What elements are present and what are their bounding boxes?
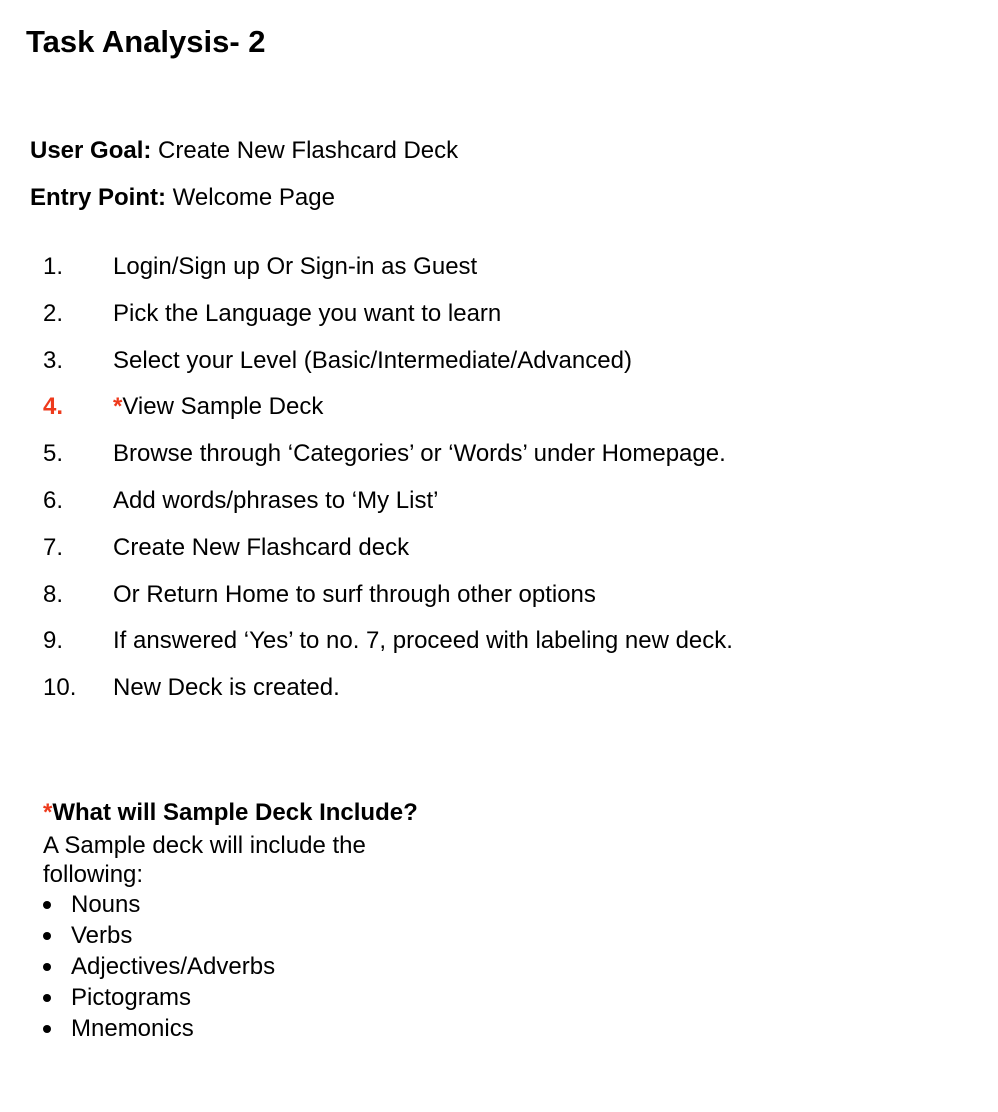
step-text-content: View Sample Deck (122, 393, 324, 421)
note-heading-text: What will Sample Deck Include? (52, 799, 418, 826)
step-number: 6. (43, 486, 64, 514)
bullet-icon (43, 994, 51, 1002)
list-item (43, 889, 463, 920)
step-number: 5. (43, 440, 64, 468)
step-text: New Deck is created. (113, 674, 340, 702)
step-text: Login/Sign up Or Sign-in as Guest (113, 253, 478, 280)
step-text (113, 392, 323, 422)
user-goal-value: Create New Flashcard Deck (151, 137, 459, 164)
step-6 (0, 486, 998, 533)
step-8 (0, 580, 998, 627)
step-text: If answered ‘Yes’ to no. 7, proceed with labeling new deck. (113, 627, 733, 655)
list-item (43, 1013, 463, 1044)
step-number: 7. (43, 533, 64, 561)
list-item-text: Pictograms (71, 984, 192, 1011)
asterisk-marker: * (113, 393, 123, 421)
step-9 (0, 626, 998, 673)
list-item (43, 982, 463, 1013)
step-number: 10. (43, 674, 77, 702)
user-goal (30, 136, 458, 166)
step-text: Or Return Home to surf through other options (113, 580, 596, 608)
list-item-text: Nouns (71, 891, 141, 918)
step-10 (0, 673, 998, 720)
step-number: 8. (43, 580, 64, 608)
step-number: 1. (43, 253, 64, 280)
bullet-icon (43, 1025, 51, 1033)
entry-point-label: Entry Point: (30, 184, 166, 211)
list-item-text: Verbs (71, 922, 133, 949)
step-7 (0, 533, 998, 580)
user-goal-label: User Goal: (30, 137, 152, 164)
step-number: 4. (43, 393, 64, 421)
step-text: Browse through ‘Categories’ or ‘Words’ under Homepage. (113, 440, 726, 468)
step-5 (0, 439, 998, 486)
step-text: Select your Level (Basic/Intermediate/Advanced) (113, 346, 632, 374)
bullet-icon (43, 901, 51, 909)
sample-deck-note (43, 797, 463, 1044)
bullet-icon (43, 932, 51, 940)
step-3 (0, 346, 998, 393)
step-text: Pick the Language you want to learn (113, 299, 502, 327)
step-text: Add words/phrases to ‘My List’ (113, 486, 439, 514)
asterisk-marker: * (43, 799, 53, 826)
step-2 (0, 299, 998, 346)
list-item (43, 951, 463, 982)
step-1 (0, 252, 998, 299)
note-body: A Sample deck will include the following: (43, 832, 366, 888)
page-title: Task Analysis- 2 (26, 24, 266, 59)
note-heading (43, 797, 463, 829)
entry-point (30, 183, 335, 213)
step-number: 2. (43, 299, 64, 327)
list-item-text: Adjectives/Adverbs (71, 953, 276, 980)
entry-point-value: Welcome Page (166, 184, 335, 211)
step-number: 3. (43, 346, 64, 374)
sample-deck-items (43, 889, 463, 1044)
list-item (43, 920, 463, 951)
step-text: Create New Flashcard deck (113, 533, 410, 561)
bullet-icon (43, 963, 51, 971)
step-4 (0, 392, 998, 439)
step-number: 9. (43, 627, 64, 655)
list-item-text: Mnemonics (71, 1015, 194, 1042)
task-steps-list (0, 252, 998, 720)
